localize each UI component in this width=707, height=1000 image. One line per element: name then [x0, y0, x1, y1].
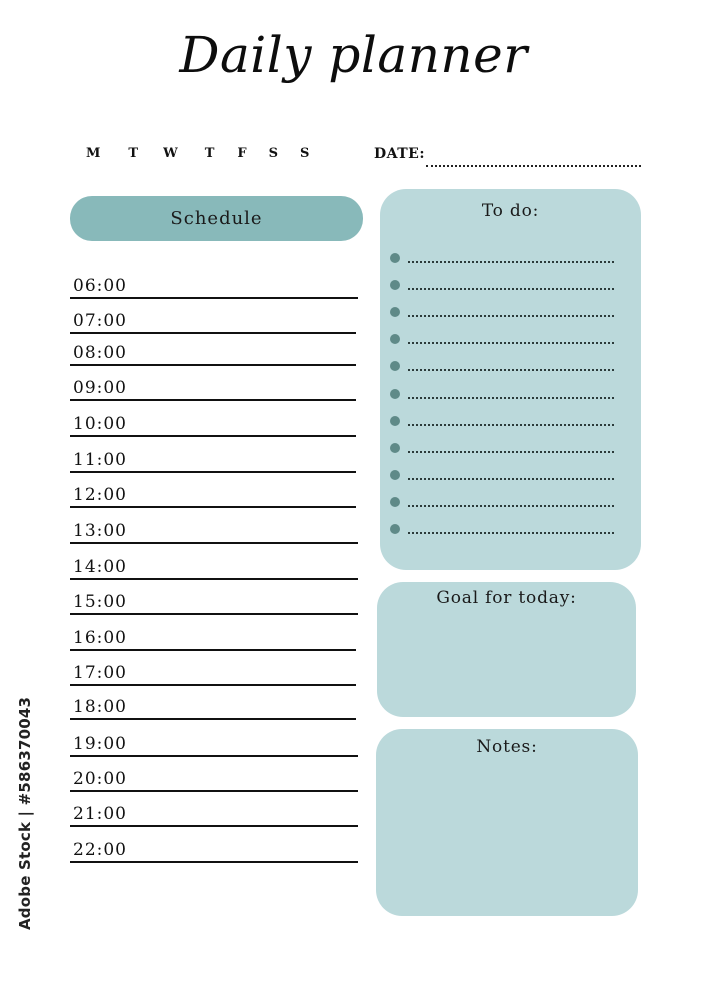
weekday-friday[interactable]: F	[237, 146, 247, 161]
bullet-dot-icon	[390, 307, 400, 317]
schedule-time: 10:00	[73, 414, 127, 434]
date-label: DATE:	[374, 146, 425, 162]
schedule-row[interactable]	[70, 411, 356, 437]
goal-title: Goal for today:	[436, 588, 577, 608]
bullet-dot-icon	[390, 253, 400, 263]
todo-item[interactable]	[390, 251, 616, 265]
schedule-time: 11:00	[73, 450, 127, 470]
todo-item[interactable]	[390, 387, 616, 401]
schedule-row[interactable]	[70, 482, 356, 508]
todo-item[interactable]	[390, 468, 616, 482]
schedule-time: 17:00	[73, 663, 127, 683]
todo-entry-line[interactable]	[408, 451, 614, 453]
schedule-row[interactable]	[70, 375, 356, 401]
weekday-wednesday[interactable]: W	[163, 146, 178, 161]
schedule-row[interactable]	[70, 518, 358, 544]
todo-item[interactable]	[390, 278, 616, 292]
notes-title: Notes:	[476, 737, 538, 757]
weekday-tuesday[interactable]: T	[128, 146, 139, 161]
schedule-time: 16:00	[73, 628, 127, 648]
todo-item[interactable]	[390, 522, 616, 536]
todo-item[interactable]	[390, 332, 616, 346]
todo-item[interactable]	[390, 305, 616, 319]
todo-entry-line[interactable]	[408, 397, 614, 399]
schedule-time: 12:00	[73, 485, 127, 505]
todo-panel	[380, 189, 641, 570]
bullet-dot-icon	[390, 361, 400, 371]
schedule-row[interactable]	[70, 554, 358, 580]
schedule-time: 18:00	[73, 697, 127, 717]
bullet-dot-icon	[390, 280, 400, 290]
schedule-time: 06:00	[73, 276, 127, 296]
schedule-row[interactable]	[70, 694, 356, 720]
todo-entry-line[interactable]	[408, 424, 614, 426]
schedule-row[interactable]	[70, 589, 358, 615]
bullet-dot-icon	[390, 389, 400, 399]
schedule-time: 20:00	[73, 769, 127, 789]
page-title: Daily planner	[179, 26, 528, 84]
weekday-row	[86, 146, 309, 161]
schedule-row[interactable]	[70, 801, 358, 827]
todo-item[interactable]	[390, 359, 616, 373]
schedule-row[interactable]	[70, 731, 358, 757]
bullet-dot-icon	[390, 497, 400, 507]
schedule-time: 14:00	[73, 557, 127, 577]
notes-panel[interactable]	[376, 729, 638, 916]
schedule-time: 21:00	[73, 804, 127, 824]
schedule-row[interactable]	[70, 660, 356, 686]
bullet-dot-icon	[390, 334, 400, 344]
schedule-time: 22:00	[73, 840, 127, 860]
weekday-thursday[interactable]: T	[204, 146, 215, 161]
weekday-monday[interactable]: M	[86, 146, 101, 161]
todo-entry-line[interactable]	[408, 342, 614, 344]
schedule-row[interactable]	[70, 340, 356, 366]
bullet-dot-icon	[390, 416, 400, 426]
todo-item[interactable]	[390, 414, 616, 428]
schedule-row[interactable]	[70, 308, 356, 334]
todo-entry-line[interactable]	[408, 315, 614, 317]
schedule-row[interactable]	[70, 273, 358, 299]
bullet-dot-icon	[390, 524, 400, 534]
schedule-row[interactable]	[70, 837, 358, 863]
weekday-sunday[interactable]: S	[300, 146, 310, 161]
todo-entry-line[interactable]	[408, 288, 614, 290]
schedule-time: 09:00	[73, 378, 127, 398]
schedule-row[interactable]	[70, 766, 358, 792]
schedule-row[interactable]	[70, 447, 356, 473]
schedule-time: 15:00	[73, 592, 127, 612]
date-input-line[interactable]	[426, 165, 641, 167]
todo-item[interactable]	[390, 441, 616, 455]
schedule-header: Schedule	[70, 196, 363, 241]
schedule-time: 13:00	[73, 521, 127, 541]
watermark-side-caption: Adobe Stock | #586370043	[16, 696, 34, 930]
todo-item[interactable]	[390, 495, 616, 509]
schedule-time: 07:00	[73, 311, 127, 331]
goal-panel[interactable]	[377, 582, 636, 717]
schedule-row[interactable]	[70, 625, 356, 651]
bullet-dot-icon	[390, 443, 400, 453]
todo-entry-line[interactable]	[408, 369, 614, 371]
todo-entry-line[interactable]	[408, 532, 614, 534]
weekday-saturday[interactable]: S	[268, 146, 278, 161]
todo-entry-line[interactable]	[408, 505, 614, 507]
todo-title: To do:	[481, 201, 540, 221]
todo-entry-line[interactable]	[408, 478, 614, 480]
schedule-time: 08:00	[73, 343, 127, 363]
bullet-dot-icon	[390, 470, 400, 480]
todo-entry-line[interactable]	[408, 261, 614, 263]
schedule-time: 19:00	[73, 734, 127, 754]
